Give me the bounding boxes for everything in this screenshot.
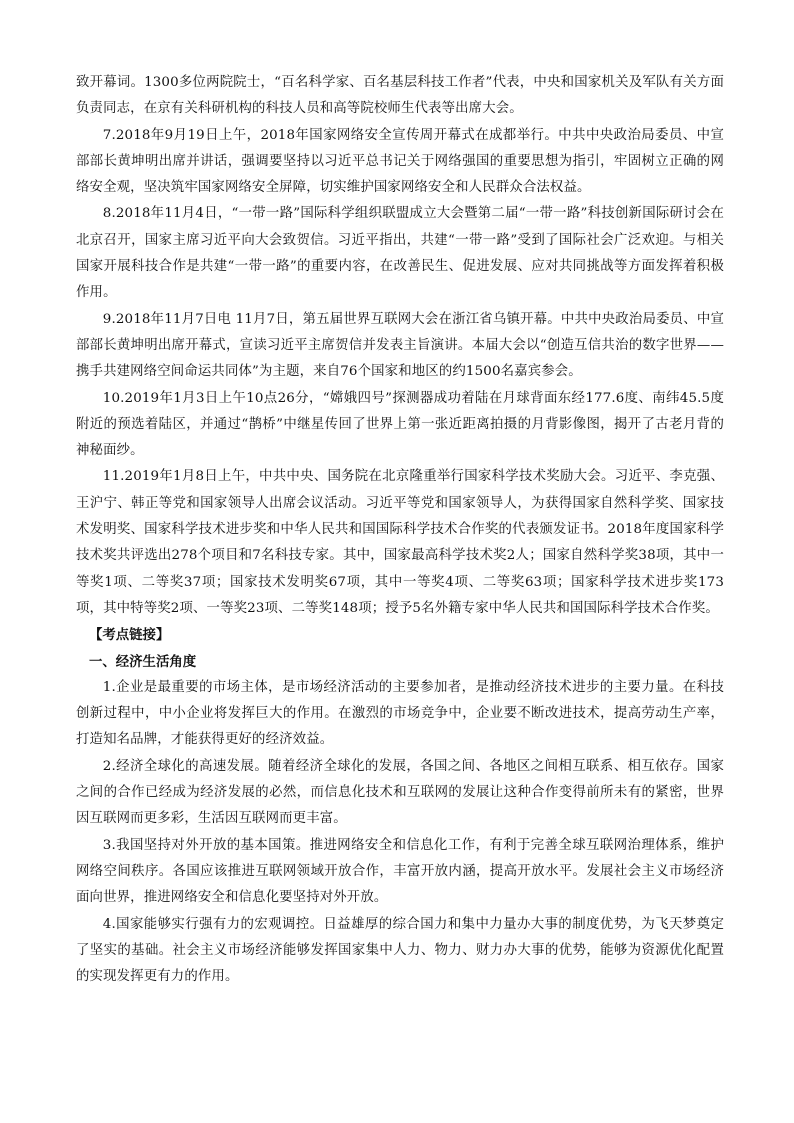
point-4: 4.国家能够实行强有力的宏观调控。日益雄厚的综合国力和集中力量办大事的制度优势，为飞天梦奠定了坚实的基础。社会主义市场经济能够发挥国家集中人力、物力、财力办大事的优势，能够为资源优化配置的实现发挥更有力的作用。 [76,916,724,985]
paragraph-item-10: 10.2019年1月3日上午10点26分，“嫦娥四号”探测器成功着陆在月球背面东经177.6度、南纬45.5度附近的预选着陆区，并通过“鹊桥”中继星传回了世界上第一张近距离拍摄的月背影像图，揭开了古老月背的神秘面纱。 [76,390,724,459]
paragraph-item-9: 9.2018年11月7日电 11月7日，第五届世界互联网大会在浙江省乌镇开幕。中共中央政治局委员、中宣部部长黄坤明出席开幕式，宣读习近平主席贺信并发表主旨演讲。本届大会以“创造互信共治的数字世界——携手共建网络空间命运共同体”为主题，来自76个国家和地区的约1500名嘉宾参会。 [76,311,724,380]
point-3: 3.我国坚持对外开放的基本国策。推进网络安全和信息化工作，有利于完善全球互联网治理体系，维护网络空间秩序。各国应该推进互联网领域开放合作，丰富开放内涵，提高开放水平。发展社会主义市场经济面向世界，推进网络安全和信息化要坚持对外开放。 [76,837,724,906]
subsection-title: 一、经济生活角度 [89,653,197,670]
point-1: 1.企业是最重要的市场主体，是市场经济活动的主要参加者，是推动经济技术进步的主要力量。在科技创新过程中，中小企业将发挥巨大的作用。在激烈的市场竞争中，企业要不断改进技术，提高劳动生产率，打造知名品牌，才能获得更好的经济效益。 [76,679,724,748]
paragraph-item-11: 11.2019年1月8日上午，中共中央、国务院在北京隆重举行国家科学技术奖励大会。习近平、李克强、王沪宁、韩正等党和国家领导人出席会议活动。习近平等党和国家领导人，为获得国家自然科学奖、国家技术发明奖、国家科学技术进步奖和中华人民共和国国际科学技术合作奖的代表颁发证书。2018年度国家科学技术奖共评选出278个项目和7名科技专家。其中，国家最高科学技术奖2人；国家自然科学奖38项，其中一等奖1项、二等奖37项；国家技术发明奖67项，其中一等奖4项、二等奖63项；国家科学技术进步奖173项，其中特等奖2项、一等奖23项、二等奖148项；授予5名外籍专家中华人民共和国国际科学技术合作奖。 [76,469,724,616]
point-2: 2.经济全球化的高速发展。随着经济全球化的发展，各国之间、各地区之间相互联系、相互依存。国家之间的合作已经成为经济发展的必然，而信息化技术和互联网的发展让这种合作变得前所未有的紧密，世界因互联网而更多彩，生活因互联网而更丰富。 [76,758,724,827]
document-page [76,70,724,990]
paragraph-item-7: 7.2018年9月19日上午，2018年国家网络安全宣传周开幕式在成都举行。中共中央政治局委员、中宣部部长黄坤明出席并讲话，强调要坚持以习近平总书记关于网络强国的重要思想为指引，牢固树立正确的网络安全观，坚决筑牢国家网络安全屏障，切实维护国家网络安全和人民群众合法权益。 [76,127,724,196]
paragraph-continuation: 致开幕词。1300多位两院院士，“百名科学家、百名基层科技工作者”代表，中央和国家机关及军队有关方面负责同志，在京有关科研机构的科技人员和高等院校师生代表等出席大会。 [76,75,724,117]
paragraph-item-8: 8.2018年11月4日，“一带一路”国际科学组织联盟成立大会暨第二届“一带一路”科技创新国际研讨会在北京召开，国家主席习近平向大会致贺信。习近平指出，共建“一带一路”受到了国际社会广泛欢迎。与相关国家开展科技合作是共建“一带一路”的重要内容，在改善民生、促进发展、应对共同挑战等方面发挥着积极作用。 [76,206,724,301]
section-label: 【考点链接】 [89,627,170,644]
